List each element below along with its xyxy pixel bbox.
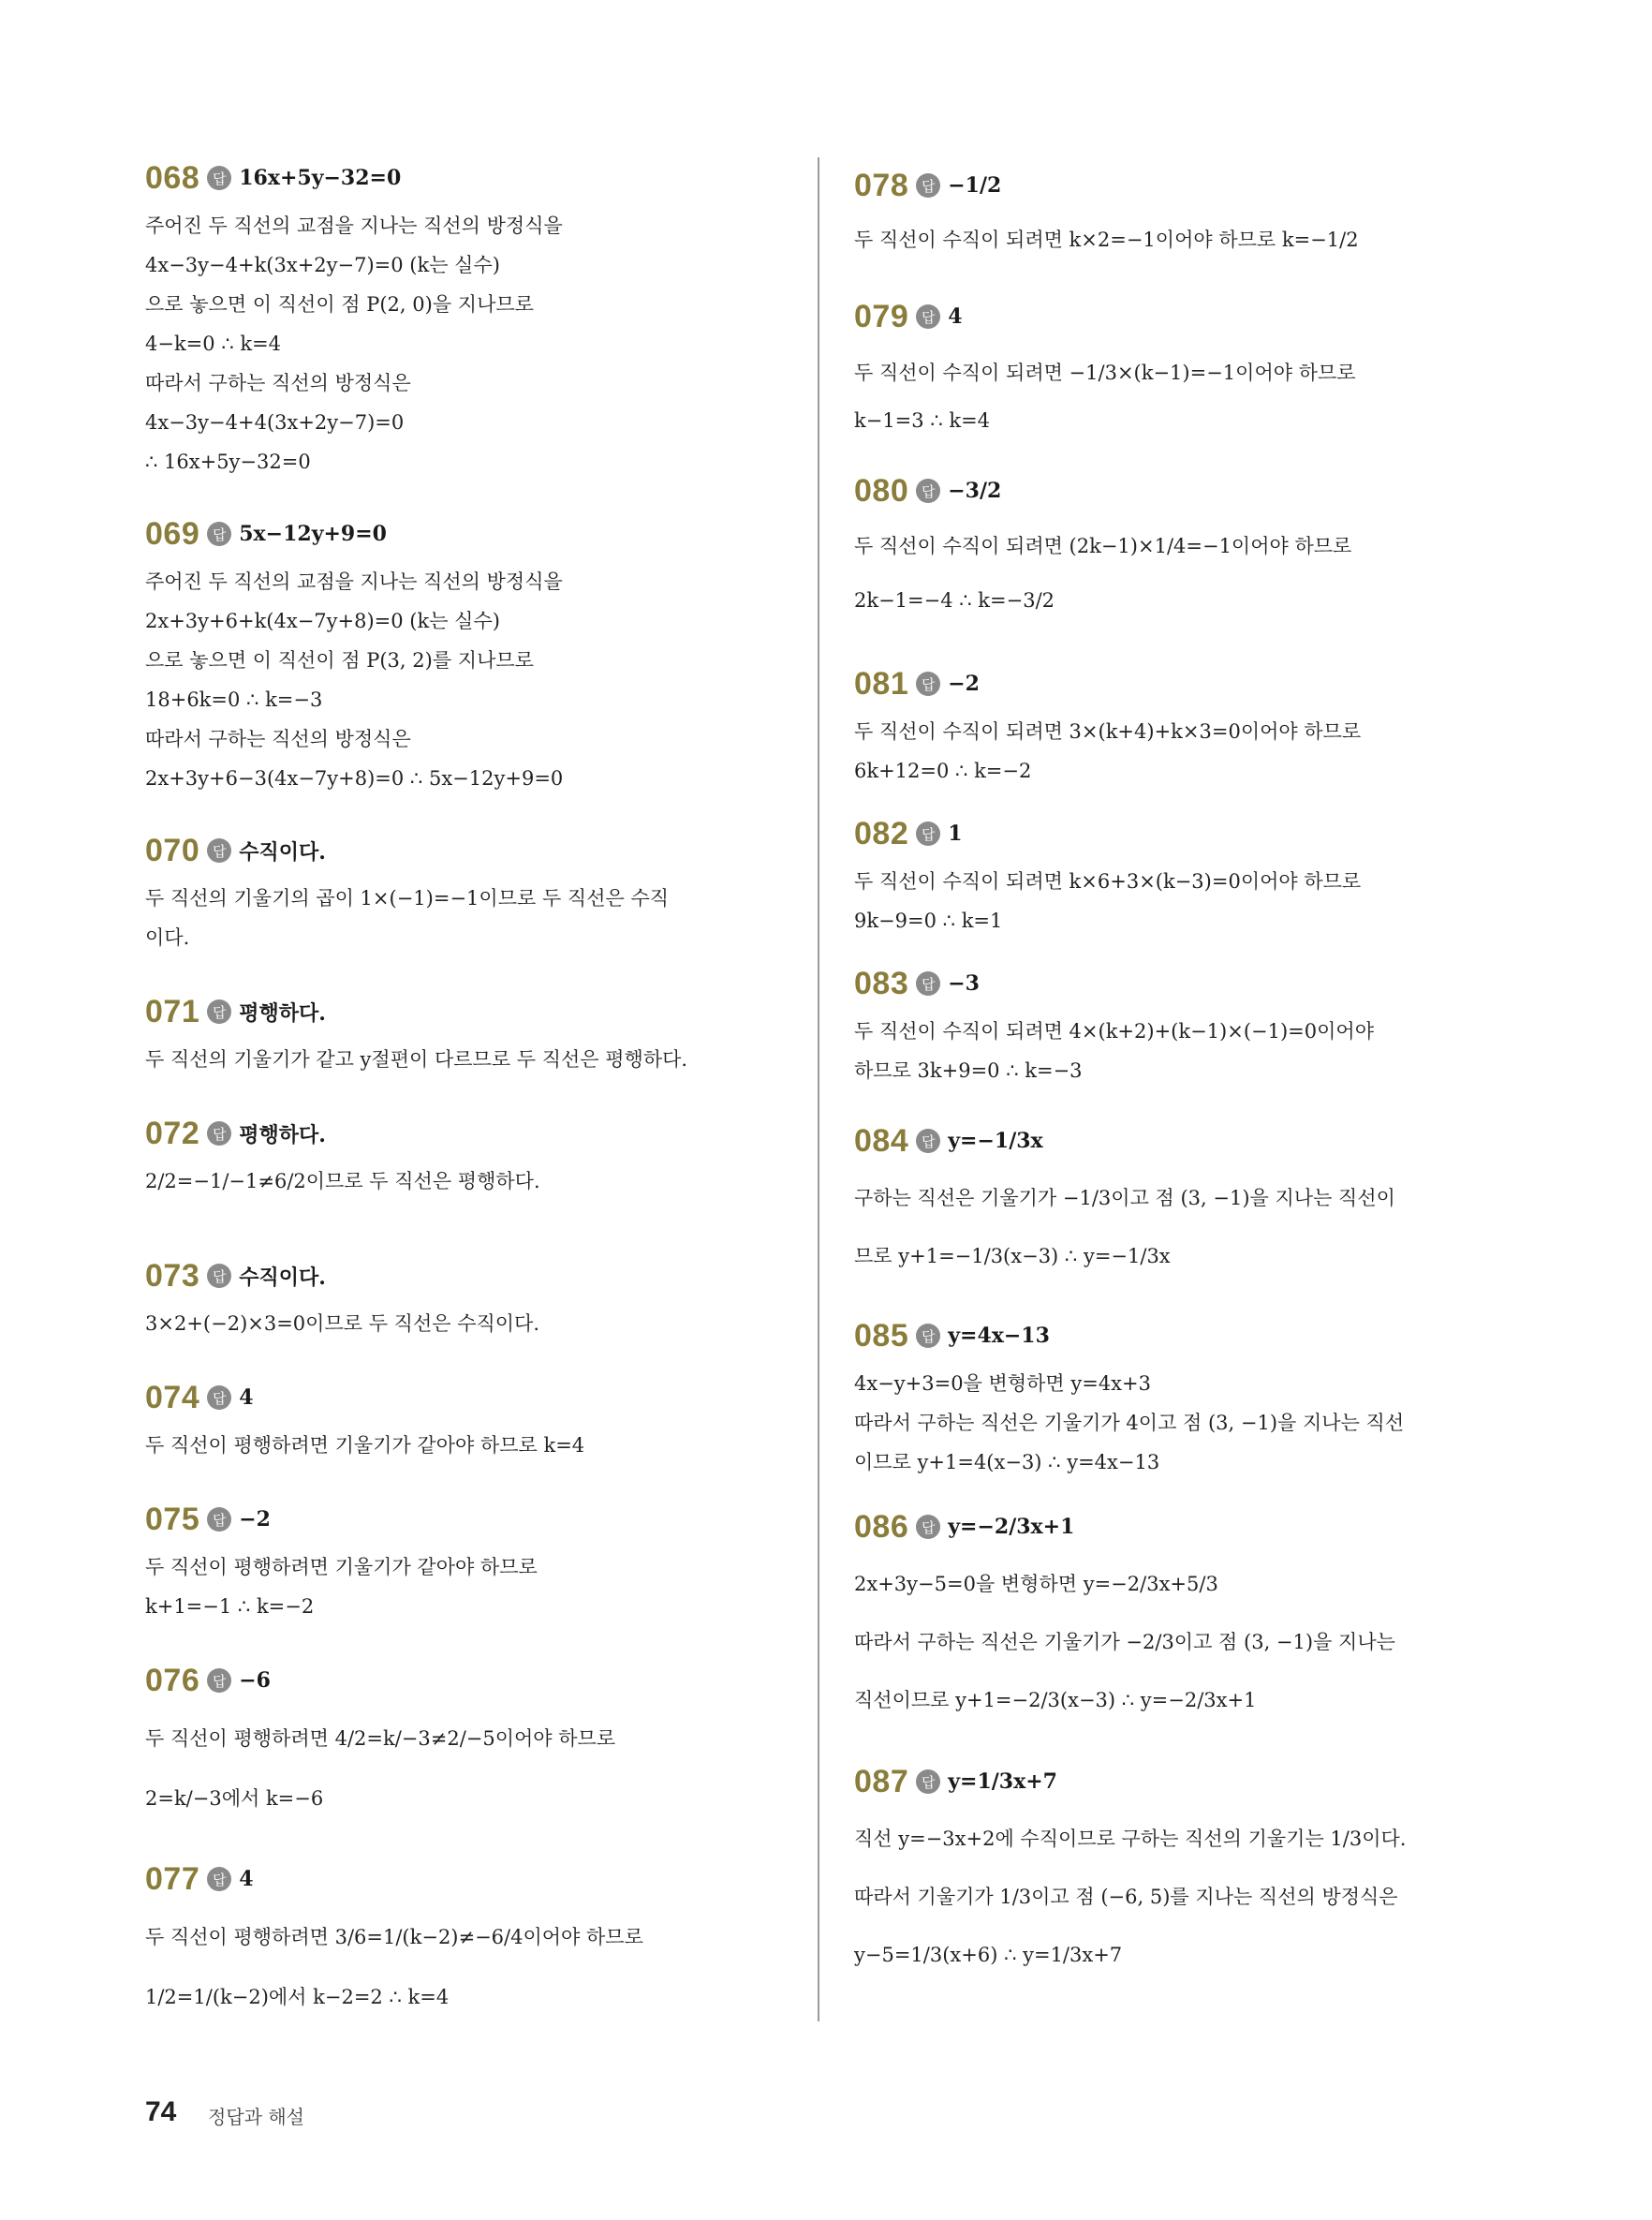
solution-line: 4x−3y−4+k(3x+2y−7)=0 (k는 실수) <box>145 254 500 276</box>
answer-badge: 답 <box>916 672 940 696</box>
problem-080 <box>854 463 1500 628</box>
solution-line: 으로 놓으면 이 직선이 점 P(3, 2)를 지나므로 <box>145 649 534 672</box>
answer: 16x+5y−32=0 <box>239 166 402 190</box>
answer-badge: 답 <box>207 522 231 546</box>
solution-line: 3×2+(−2)×3=0이므로 두 직선은 수직이다. <box>145 1312 540 1335</box>
answer: 1 <box>948 821 963 846</box>
solution-line: y−5=1/3(x+6) ∴ y=1/3x+7 <box>854 1944 1123 1966</box>
problem-081 <box>854 656 1500 791</box>
problem-number: 071 <box>145 993 200 1029</box>
solution-line: 이다. <box>145 926 190 949</box>
answer-badge: 답 <box>207 1867 231 1891</box>
problem-number: 074 <box>145 1379 200 1415</box>
solution-line: 2=k/−3에서 k=−6 <box>145 1787 324 1810</box>
answer-badge: 답 <box>207 1121 231 1146</box>
solution-line: 두 직선이 평행하려면 기울기가 같아야 하므로 k=4 <box>145 1434 585 1457</box>
problem-082 <box>854 806 1500 940</box>
problem-087 <box>854 1754 1500 1984</box>
problem-069 <box>145 506 791 798</box>
answer-badge: 답 <box>916 1324 940 1348</box>
solution-line: 2x+3y−5=0을 변형하면 y=−2/3x+5/3 <box>854 1573 1218 1595</box>
solution-line: 9k−9=0 ∴ k=1 <box>854 910 1003 932</box>
solution-line: 두 직선이 평행하려면 4/2=k/−3≠2/−5이어야 하므로 <box>145 1727 616 1750</box>
solution-line: 므로 y+1=−1/3(x−3) ∴ y=−1/3x <box>854 1245 1171 1267</box>
solution-line: 따라서 구하는 직선의 방정식은 <box>145 728 411 750</box>
problem-number: 083 <box>854 965 909 1001</box>
solution-line: 두 직선이 수직이 되려면 k×6+3×(k−3)=0이어야 하므로 <box>854 870 1362 893</box>
solution-line: 4x−y+3=0을 변형하면 y=4x+3 <box>854 1372 1151 1395</box>
solution-line: 2k−1=−4 ∴ k=−3/2 <box>854 589 1055 612</box>
solution-line: 두 직선이 수직이 되려면 k×2=−1이어야 하므로 k=−1/2 <box>854 229 1359 251</box>
answer-badge: 답 <box>916 1129 940 1153</box>
problem-number: 073 <box>145 1257 200 1294</box>
problem-078 <box>854 157 1500 266</box>
answer-badge: 답 <box>207 838 231 863</box>
problem-number: 070 <box>145 832 200 868</box>
problem-number: 087 <box>854 1763 909 1799</box>
answer: 수직이다. <box>239 1265 326 1290</box>
problem-number: 080 <box>854 472 909 509</box>
solution-line: 2/2=−1/−1≠6/2이므로 두 직선은 평행하다. <box>145 1170 540 1192</box>
answer: y=−2/3x+1 <box>948 1515 1075 1539</box>
problem-number: 068 <box>145 159 200 196</box>
answer-badge: 답 <box>207 166 231 190</box>
problem-number: 082 <box>854 815 909 851</box>
problem-number: 085 <box>854 1317 909 1354</box>
answer: −2 <box>239 1507 271 1532</box>
problem-074 <box>145 1369 791 1465</box>
problem-number: 075 <box>145 1501 200 1537</box>
answer: 평행하다. <box>239 1122 326 1147</box>
problem-068 <box>145 150 791 481</box>
solution-line: ∴ 16x+5y−32=0 <box>145 451 311 473</box>
solution-line: 두 직선이 수직이 되려면 −1/3×(k−1)=−1이어야 하므로 <box>854 362 1356 384</box>
problem-076 <box>145 1652 791 1828</box>
answer-badge: 답 <box>916 173 940 198</box>
solution-line: 1/2=1/(k−2)에서 k−2=2 ∴ k=4 <box>145 1986 450 2008</box>
answer-badge: 답 <box>916 821 940 846</box>
problem-number: 084 <box>854 1122 909 1159</box>
answer: 5x−12y+9=0 <box>239 522 387 546</box>
solution-line: 따라서 구하는 직선은 기울기가 −2/3이고 점 (3, −1)을 지나는 <box>854 1631 1395 1653</box>
solution-line: 두 직선의 기울기가 같고 y절편이 다르므로 두 직선은 평행하다. <box>145 1048 688 1071</box>
problem-086 <box>854 1499 1500 1729</box>
solution-line: 하므로 3k+9=0 ∴ k=−3 <box>854 1059 1083 1082</box>
answer: −1/2 <box>948 173 1002 198</box>
answer-badge: 답 <box>916 304 940 329</box>
solution-line: 직선 y=−3x+2에 수직이므로 구하는 직선의 기울기는 1/3이다. <box>854 1828 1407 1850</box>
solution-line: 18+6k=0 ∴ k=−3 <box>145 688 323 711</box>
answer-badge: 답 <box>207 999 231 1024</box>
solution-line: 두 직선이 평행하려면 3/6=1/(k−2)≠−6/4이어야 하므로 <box>145 1926 643 1948</box>
answer-badge: 답 <box>916 479 940 503</box>
solution-line: 주어진 두 직선의 교점을 지나는 직선의 방정식을 <box>145 215 563 237</box>
answer: y=1/3x+7 <box>948 1769 1057 1794</box>
answer: −3/2 <box>948 479 1002 503</box>
column-divider <box>818 157 819 2021</box>
solution-line: 따라서 기울기가 1/3이고 점 (−6, 5)를 지나는 직선의 방정식은 <box>854 1886 1398 1908</box>
page-number: 74 <box>145 2096 177 2127</box>
answer: −2 <box>948 672 980 696</box>
solution-line: 두 직선이 수직이 되려면 3×(k+4)+k×3=0이어야 하므로 <box>854 720 1362 743</box>
problem-number: 086 <box>854 1508 909 1545</box>
problem-072 <box>145 1105 791 1201</box>
problem-number: 081 <box>854 665 909 702</box>
problem-number: 076 <box>145 1662 200 1698</box>
solution-line: k+1=−1 ∴ k=−2 <box>145 1595 315 1618</box>
answer: y=4x−13 <box>948 1324 1050 1348</box>
solution-line: 2x+3y+6−3(4x−7y+8)=0 ∴ 5x−12y+9=0 <box>145 767 564 790</box>
answer-badge: 답 <box>207 1668 231 1693</box>
solution-line: 따라서 구하는 직선의 방정식은 <box>145 372 411 394</box>
solution-line: 직선이므로 y+1=−2/3(x−3) ∴ y=−2/3x+1 <box>854 1689 1257 1711</box>
problem-number: 079 <box>854 298 909 334</box>
answer-badge: 답 <box>916 971 940 996</box>
solution-line: 따라서 구하는 직선은 기울기가 4이고 점 (3, −1)을 지나는 직선 <box>854 1412 1405 1434</box>
answer: 평행하다. <box>239 1000 326 1026</box>
solution-line: 구하는 직선은 기울기가 −1/3이고 점 (3, −1)을 지나는 직선이 <box>854 1187 1395 1209</box>
solution-line: 6k+12=0 ∴ k=−2 <box>854 760 1032 782</box>
problem-083 <box>854 955 1500 1090</box>
solution-line: 4x−3y−4+4(3x+2y−7)=0 <box>145 411 405 434</box>
answer: 4 <box>239 1867 254 1891</box>
answer: 수직이다. <box>239 839 326 865</box>
answer-badge: 답 <box>916 1515 940 1539</box>
problem-079 <box>854 289 1500 440</box>
problem-number: 077 <box>145 1860 200 1897</box>
footer-label: 정답과 해설 <box>208 2106 304 2128</box>
solution-line: k−1=3 ∴ k=4 <box>854 409 991 432</box>
answer-badge: 답 <box>207 1264 231 1288</box>
problem-number: 072 <box>145 1115 200 1151</box>
problem-085 <box>854 1308 1500 1482</box>
solution-line: 2x+3y+6+k(4x−7y+8)=0 (k는 실수) <box>145 610 500 632</box>
solution-line: 이므로 y+1=4(x−3) ∴ y=4x−13 <box>854 1451 1160 1473</box>
solution-line: 주어진 두 직선의 교점을 지나는 직선의 방정식을 <box>145 570 563 593</box>
problem-075 <box>145 1491 791 1626</box>
solution-line: 두 직선이 수직이 되려면 (2k−1)×1/4=−1이어야 하므로 <box>854 535 1352 557</box>
answer: −6 <box>239 1668 271 1693</box>
answer: 4 <box>239 1385 254 1410</box>
problem-number: 069 <box>145 515 200 552</box>
solution-line: 4−k=0 ∴ k=4 <box>145 333 282 355</box>
problem-077 <box>145 1851 791 2027</box>
problem-number: 078 <box>854 167 909 203</box>
solution-line: 두 직선이 평행하려면 기울기가 같아야 하므로 <box>145 1556 538 1578</box>
problem-070 <box>145 822 791 957</box>
answer: y=−1/3x <box>948 1129 1043 1153</box>
problem-084 <box>854 1113 1500 1285</box>
answer-badge: 답 <box>207 1507 231 1532</box>
solution-line: 으로 놓으면 이 직선이 점 P(2, 0)을 지나므로 <box>145 293 534 316</box>
solution-line: 두 직선의 기울기의 곱이 1×(−1)=−1이므로 두 직선은 수직 <box>145 887 670 910</box>
solution-line: 두 직선이 수직이 되려면 4×(k+2)+(k−1)×(−1)=0이어야 <box>854 1020 1374 1043</box>
problem-073 <box>145 1248 791 1343</box>
answer-badge: 답 <box>916 1769 940 1794</box>
answer: 4 <box>948 304 963 329</box>
answer-badge: 답 <box>207 1385 231 1410</box>
problem-071 <box>145 984 791 1079</box>
answer: −3 <box>948 971 980 996</box>
